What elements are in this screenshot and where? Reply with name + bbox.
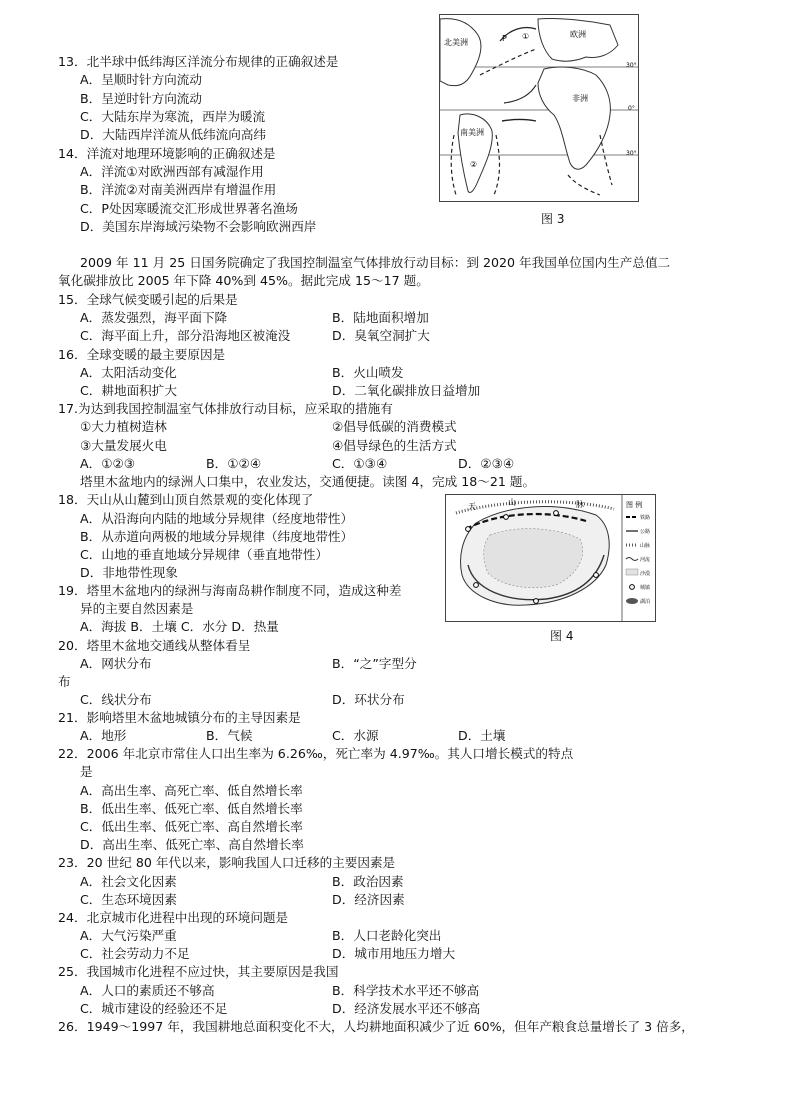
text-line: ①大力植树造林 xyxy=(80,419,167,434)
latitude-label-0: 0° xyxy=(628,105,635,112)
text-line: C．山地的垂直地域分异规律（垂直地带性） xyxy=(80,547,329,562)
text-line: B．①②④ xyxy=(206,456,262,471)
legend-lake-label: 湖泊 xyxy=(640,599,651,605)
legend xyxy=(626,514,651,605)
legend-desert-label: 沙漠 xyxy=(640,571,651,577)
text-line: D．经济发展水平还不够高 xyxy=(332,1001,481,1016)
text-line: A．海拔 B．土壤 C．水分 D．热量 xyxy=(80,619,279,634)
figure-3-caption: 图 3 xyxy=(541,212,565,226)
text-line: A．网状分布 xyxy=(80,656,152,671)
legend-town-label: 城镇 xyxy=(640,585,651,591)
legend-river-label: 河流 xyxy=(640,557,651,563)
text-line: 22．2006 年北京市常住人口出生率为 6.26‰，死亡率为 4.97‰。其人口增长模式的特点 xyxy=(58,746,574,761)
europe-label: 欧洲 xyxy=(570,30,586,39)
text-line: 是 xyxy=(80,764,93,779)
latitude-label-30n: 30° xyxy=(626,62,637,69)
text-line: B．低出生率、低死亡率、低自然增长率 xyxy=(80,801,303,816)
text-line: D．土壤 xyxy=(458,728,506,743)
text-line: ④倡导绿色的生活方式 xyxy=(332,438,457,453)
text-line: 19．塔里木盆地内的绿洲与海南岛耕作制度不同，造成这种差 xyxy=(58,583,402,598)
text-line: 14．洋流对地理环境影响的正确叙述是 xyxy=(58,146,276,161)
text-line: B．人口老龄化突出 xyxy=(332,928,442,943)
legend-river-swatch xyxy=(626,558,638,561)
text-line: 13．北半球中低纬海区洋流分布规律的正确叙述是 xyxy=(58,54,339,69)
south-america-shape xyxy=(458,114,492,193)
town-marker-3 xyxy=(554,511,559,516)
benguela-current xyxy=(568,175,600,195)
text-line: A．社会文化因素 xyxy=(80,874,177,889)
text-line: 26．1949～1997 年，我国耕地总面积变化不大，人均耕地面积减少了近 60%，但年产粮食总量增长了 3 倍多， xyxy=(58,1019,694,1034)
text-line: D．大陆西岸洋流从低纬流向高纬 xyxy=(80,127,267,142)
text-line: C．线状分布 xyxy=(80,692,152,707)
text-line: D．经济因素 xyxy=(332,892,405,907)
text-line: A．大气污染严重 xyxy=(80,928,177,943)
town-marker-6 xyxy=(594,573,599,578)
text-line: C．海平面上升，部分沿海地区被淹没 xyxy=(80,328,291,343)
text-line: B．火山喷发 xyxy=(332,365,404,380)
text-line: D．非地带性现象 xyxy=(80,565,178,580)
text-line: C．社会劳动力不足 xyxy=(80,946,190,961)
brazil-current xyxy=(494,135,500,195)
text-line: 21．影响塔里木盆地城镇分布的主导因素是 xyxy=(58,710,301,725)
text-line: ③大量发展火电 xyxy=(80,438,167,453)
figure-4-caption: 图 4 xyxy=(550,629,574,643)
text-line: C．大陆东岸为寒流，西岸为暖流 xyxy=(80,109,266,124)
figure-3-ocean-currents-map xyxy=(439,14,639,202)
canary-current xyxy=(504,85,536,103)
text-line: B．呈逆时针方向流动 xyxy=(80,91,202,106)
point-p-label: P xyxy=(502,34,507,43)
latitude-label-30s: 30° xyxy=(626,150,637,157)
south-equatorial-current xyxy=(502,120,536,122)
text-line: C．P处因寒暖流交汇形成世界著名渔场 xyxy=(80,201,298,216)
text-line: C．低出生率、低死亡率、高自然增长率 xyxy=(80,819,303,834)
text-line: A．蒸发强烈，海平面下降 xyxy=(80,310,228,325)
figure-4-tarim-basin-map xyxy=(445,494,656,622)
ocean-map-svg xyxy=(440,15,638,201)
text-line: D．环状分布 xyxy=(332,692,405,707)
text-line: B．“之”字型分 xyxy=(332,656,417,671)
text-line: A．呈顺时针方向流动 xyxy=(80,72,202,87)
text-line: D．二氧化碳排放日益增加 xyxy=(332,383,481,398)
text-line: A．高出生率、高死亡率、低自然增长率 xyxy=(80,783,303,798)
legend-lake-swatch xyxy=(626,598,638,604)
town-marker-5 xyxy=(534,599,539,604)
text-line: 23．20 世纪 80 年代以来，影响我国人口迁移的主要因素是 xyxy=(58,855,396,870)
text-line: D．美国东岸海域污染物不会影响欧洲西岸 xyxy=(80,219,317,234)
text-line: B．气候 xyxy=(206,728,253,743)
legend-mountain-label: 山脉 xyxy=(640,543,651,549)
text-line: 布 xyxy=(58,674,71,689)
tianshan-label-3: 脉 xyxy=(576,500,584,509)
text-line: 17.为达到我国控制温室气体排放行动目标，应采取的措施有 xyxy=(58,401,393,416)
text-line: 24．北京城市化进程中出现的环境问题是 xyxy=(58,910,289,925)
north-america-label: 北美洲 xyxy=(444,38,468,47)
text-line: D．②③④ xyxy=(458,456,515,471)
text-line: A．地形 xyxy=(80,728,127,743)
current-2-label: ② xyxy=(470,160,478,169)
text-line: 氧化碳排放比 2005 年下降 40%到 45%。据此完成 15～17 题。 xyxy=(58,273,429,288)
tianshan-label-1: 天 xyxy=(468,502,476,511)
text-line: ②倡导低碳的消费模式 xyxy=(332,419,457,434)
text-line: C．水源 xyxy=(332,728,379,743)
text-line: A．从沿海向内陆的地域分异规律（经度地带性） xyxy=(80,511,354,526)
text-line: B．从赤道向两极的地域分异规律（纬度地带性） xyxy=(80,529,354,544)
text-line: C．生态环境因素 xyxy=(80,892,177,907)
town-marker-2 xyxy=(504,515,509,520)
text-line: 20．塔里木盆地交通线从整体看呈 xyxy=(58,638,251,653)
text-line: B．洋流②对南美洲西岸有增温作用 xyxy=(80,182,277,197)
text-line: A．太阳活动变化 xyxy=(80,365,177,380)
text-line: C．①③④ xyxy=(332,456,388,471)
text-line: B．政治因素 xyxy=(332,874,404,889)
south-america-label: 南美洲 xyxy=(460,128,484,137)
text-line: C．城市建设的经验还不足 xyxy=(80,1001,228,1016)
legend-highway-label: 公路 xyxy=(640,529,651,535)
legend-title: 图 例 xyxy=(626,501,643,509)
text-line: D．高出生率、低死亡率、高自然增长率 xyxy=(80,837,304,852)
text-line: B．陆地面积增加 xyxy=(332,310,429,325)
current-1-label: ① xyxy=(522,32,530,41)
agulhas-current xyxy=(600,135,612,185)
text-line: D．城市用地压力增大 xyxy=(332,946,456,961)
text-line: A．洋流①对欧洲西部有减湿作用 xyxy=(80,164,264,179)
text-line: 2009 年 11 月 25 日国务院确定了我国控制温室气体排放行动目标：到 2020 年我国单位国内生产总值二 xyxy=(80,255,671,270)
text-line: B．科学技术水平还不够高 xyxy=(332,983,480,998)
legend-railway-label: 铁路 xyxy=(640,515,651,521)
text-line: A．①②③ xyxy=(80,456,136,471)
text-line: D．臭氧空洞扩大 xyxy=(332,328,430,343)
text-line: 15．全球气候变暖引起的后果是 xyxy=(58,292,238,307)
text-line: 塔里木盆地内的绿洲人口集中，农业发达，交通便捷。读图 4，完成 18～21 题。 xyxy=(80,474,536,489)
text-line: 18．天山从山麓到山顶自然景观的变化体现了 xyxy=(58,492,314,507)
africa-shape xyxy=(538,67,610,169)
legend-town-swatch xyxy=(630,585,635,590)
gulf-stream-current xyxy=(480,49,536,75)
europe-shape xyxy=(538,18,618,61)
north-america-shape xyxy=(440,19,481,86)
africa-label: 非洲 xyxy=(572,94,588,103)
legend-desert-swatch xyxy=(626,569,638,575)
peru-current xyxy=(451,135,456,195)
tianshan-label-2: 山 xyxy=(508,498,516,507)
tarim-map-svg xyxy=(446,495,655,621)
text-line: 异的主要自然因素是 xyxy=(80,601,194,616)
text-line: 25．我国城市化进程不应过快，其主要原因是我国 xyxy=(58,964,339,979)
text-line: C．耕地面积扩大 xyxy=(80,383,177,398)
town-marker-4 xyxy=(474,583,479,588)
town-marker-1 xyxy=(466,527,471,532)
text-line: A．人口的素质还不够高 xyxy=(80,983,215,998)
text-line: 16．全球变暖的最主要原因是 xyxy=(58,347,226,362)
